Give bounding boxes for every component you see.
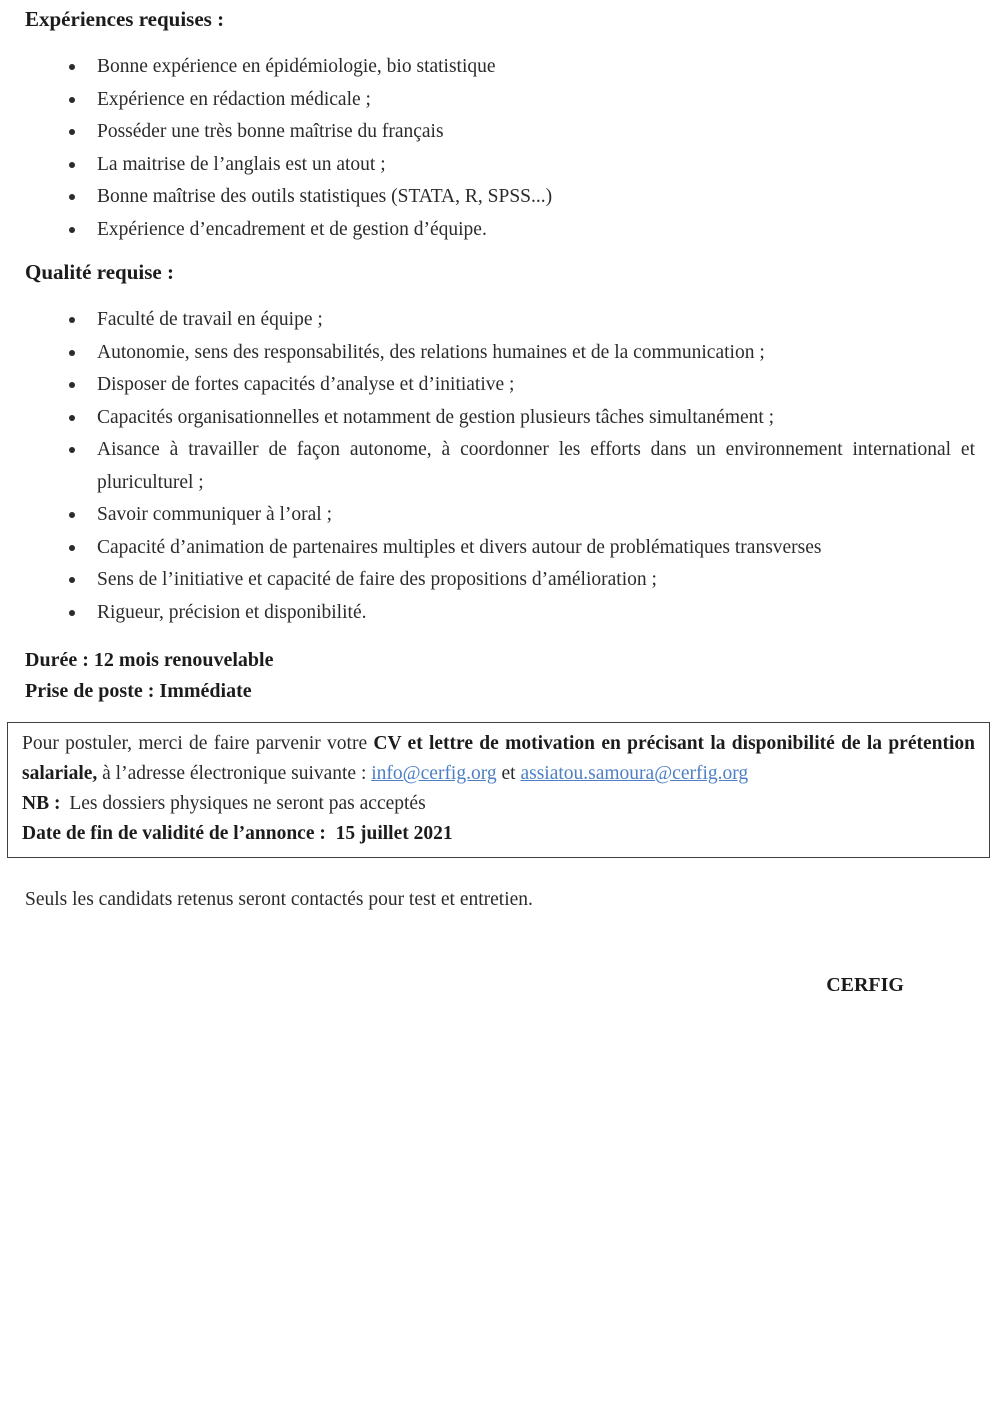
experiences-list (25, 51, 975, 246)
email-link-info[interactable]: info@cerfig.org (371, 763, 497, 784)
apply-text: à l’adresse électronique suivante : (97, 763, 372, 784)
experiences-heading: Expériences requises : (25, 7, 225, 31)
nb-label: NB : (22, 793, 61, 814)
closing-note: Seuls les candidats retenus seront contactés pour test et entretien. (25, 889, 533, 910)
list-item: Autonomie, sens des responsabilités, des relations humaines et de la communication ; (25, 337, 975, 370)
application-box (7, 722, 990, 858)
nb-note (22, 789, 975, 819)
list-item: Sens de l’initiative et capacité de faire des propositions d’amélioration ; (25, 564, 975, 597)
list-item: Posséder une très bonne maîtrise du français (25, 116, 975, 149)
list-item: Capacité d’animation de partenaires multiples et divers autour de problématiques transverses (25, 532, 975, 565)
list-item: Disposer de fortes capacités d’analyse et d’initiative ; (25, 369, 975, 402)
email-link-assiatou[interactable]: assiatou.samoura@cerfig.org (520, 763, 749, 784)
list-item: Rigueur, précision et disponibilité. (25, 597, 975, 630)
signature-cerfig: CERFIG (826, 974, 904, 996)
apply-text: Pour postuler, merci de faire parvenir votre (22, 733, 374, 754)
apply-instructions (22, 729, 975, 789)
list-item: La maitrise de l’anglais est un atout ; (25, 149, 975, 182)
contract-info (25, 645, 975, 707)
qualites-list (25, 304, 975, 629)
qualites-heading: Qualité requise : (25, 260, 174, 284)
list-item: Savoir communiquer à l’oral ; (25, 499, 975, 532)
list-item: Aisance à travailler de façon autonome, à coordonner les efforts dans un environnement international et pluriculturel ; (25, 434, 975, 499)
list-item: Bonne maîtrise des outils statistiques (STATA, R, SPSS...) (25, 181, 975, 214)
duration-line: Durée : 12 mois renouvelable (25, 649, 274, 671)
apply-text-bold: CV et lettre de motivation en précisant la disponibilité de la prétention salariale, (22, 733, 975, 784)
list-item: Capacités organisationnelles et notamment de gestion plusieurs tâches simultanément ; (25, 402, 975, 435)
nb-text: Les dossiers physiques ne seront pas acceptés (64, 793, 426, 814)
validity-date-line: Date de fin de validité de l’annonce : 15 juillet 2021 (22, 823, 453, 844)
start-date-line: Prise de poste : Immédiate (25, 680, 252, 702)
list-item: Bonne expérience en épidémiologie, bio statistique (25, 51, 975, 84)
list-item: Expérience d’encadrement et de gestion d’équipe. (25, 214, 975, 247)
list-item: Faculté de travail en équipe ; (25, 304, 975, 337)
list-item: Expérience en rédaction médicale ; (25, 84, 975, 117)
apply-text: et (496, 763, 521, 784)
